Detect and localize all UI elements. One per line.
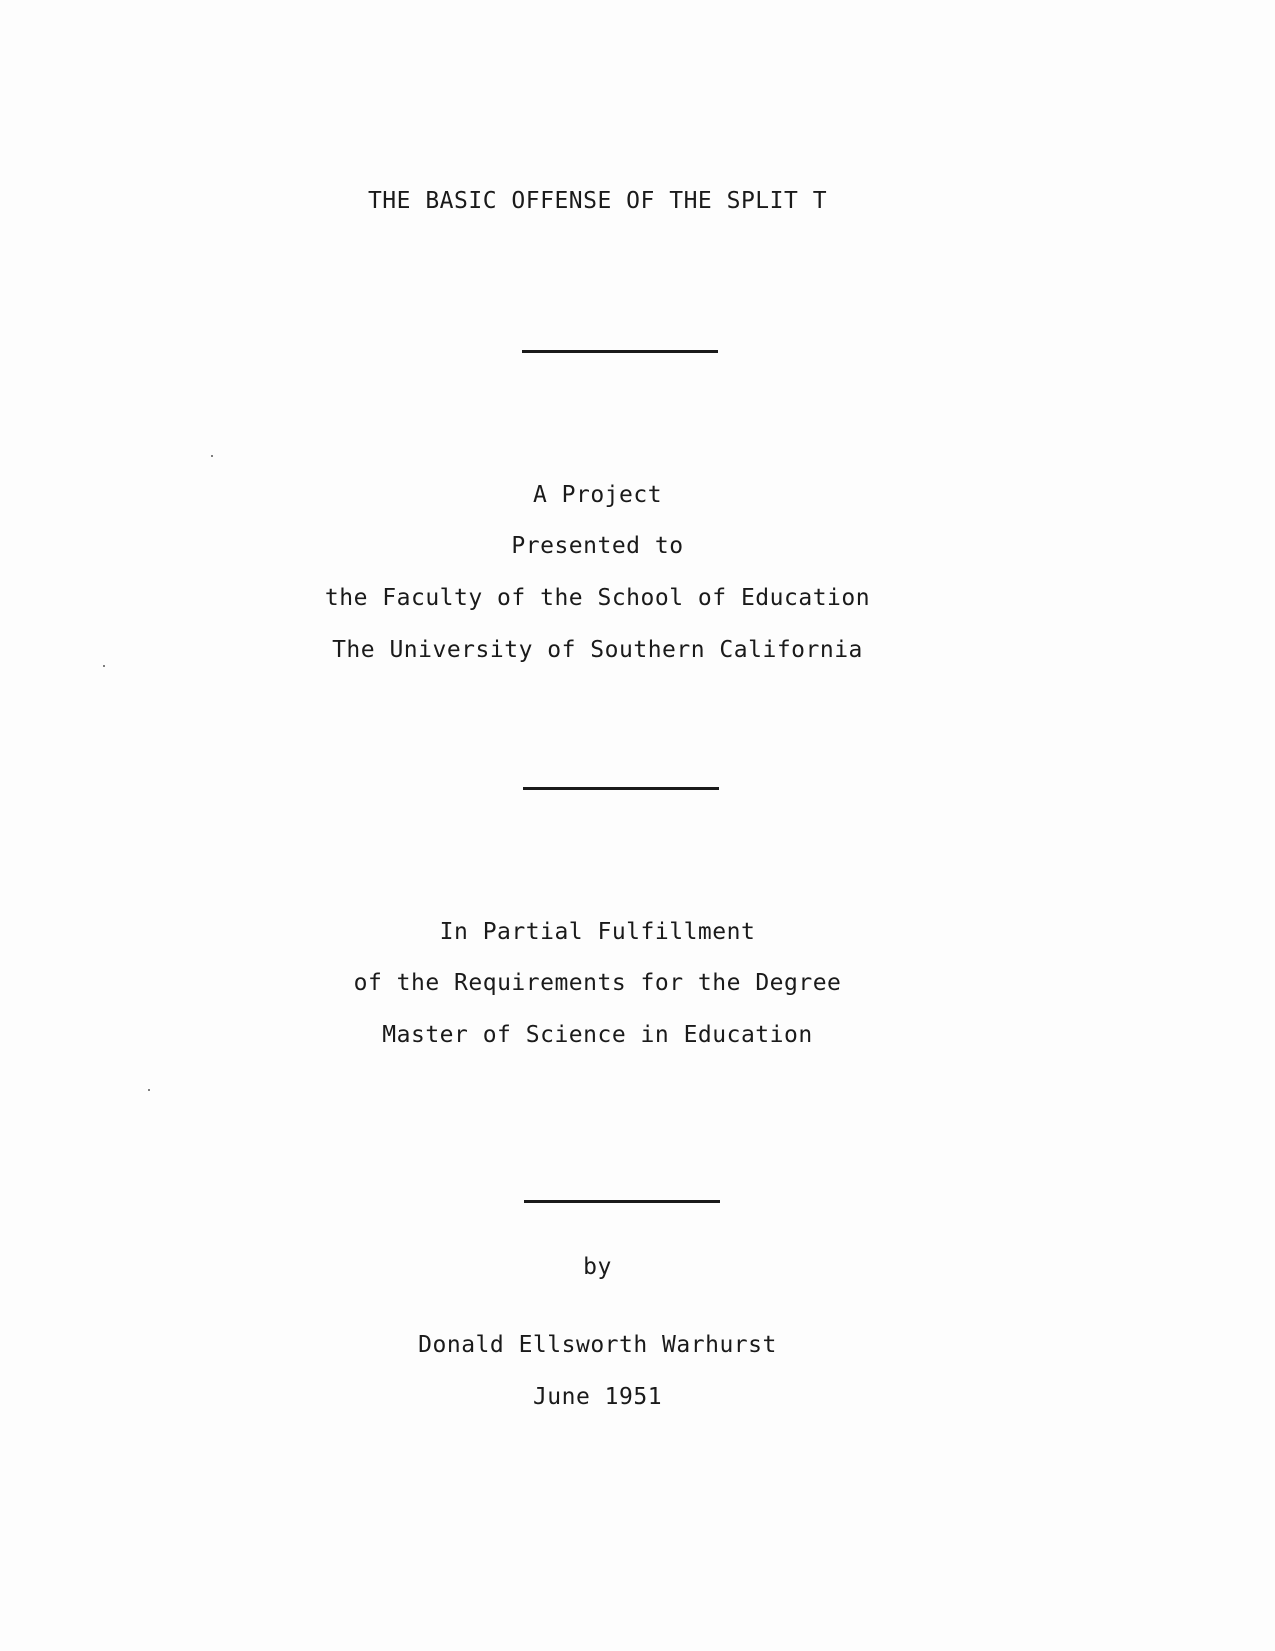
fulfillment-line-3: Master of Science in Education: [382, 1022, 813, 1048]
scan-speck: [103, 665, 105, 667]
scan-speck: [211, 455, 213, 457]
byline-by: by: [583, 1254, 612, 1280]
fulfillment-line-1: In Partial Fulfillment: [439, 919, 756, 945]
separator-rule-2: [523, 787, 719, 790]
fulfillment-line-2: of the Requirements for the Degree: [353, 970, 842, 996]
scan-speck: [148, 1089, 150, 1091]
submission-date: June 1951: [532, 1384, 663, 1410]
presentation-line-1: A Project: [532, 482, 663, 508]
separator-rule-3: [524, 1200, 720, 1203]
document-title: THE BASIC OFFENSE OF THE SPLIT T: [367, 188, 828, 214]
author-name: Donald Ellsworth Warhurst: [418, 1332, 777, 1358]
presentation-line-4: The University of Southern California: [332, 637, 863, 663]
presentation-line-2: Presented to: [511, 533, 684, 559]
presentation-line-3: the Faculty of the School of Education: [324, 585, 871, 611]
separator-rule-1: [522, 350, 718, 353]
